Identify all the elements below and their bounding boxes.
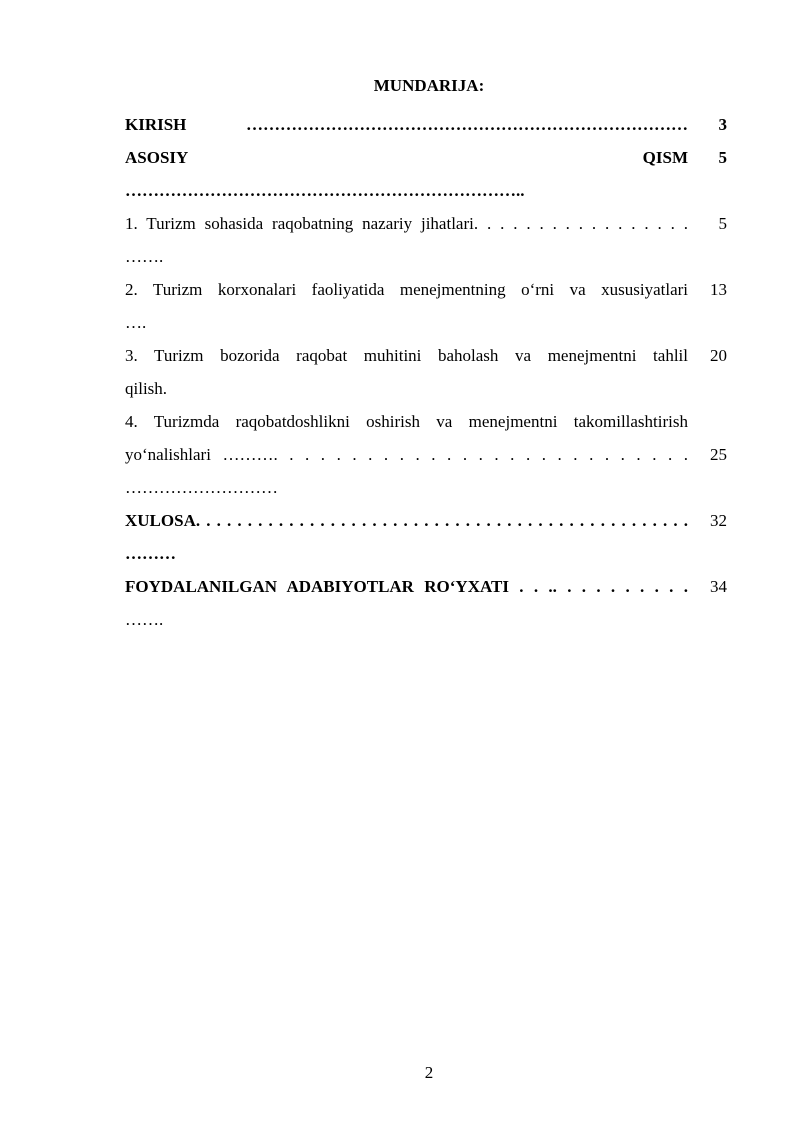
toc-entry-leader: ……… bbox=[125, 544, 176, 563]
toc-entry-text-continued: qilish. bbox=[125, 379, 168, 398]
toc-entry-xulosa[interactable] bbox=[125, 504, 727, 570]
toc-page-number: 34 bbox=[710, 577, 727, 596]
toc-page-number: 32 bbox=[710, 511, 727, 530]
toc-entry-adabiyotlar[interactable] bbox=[125, 570, 727, 636]
toc-entry-text: XULOSA. . . . . . . . . . . . . . . . . . . . . . . . . . . . . . . . . . . . . . . . . . . . . . . . bbox=[125, 511, 688, 530]
page-number: 2 bbox=[424, 1063, 434, 1082]
toc-entry-section-1[interactable] bbox=[125, 207, 727, 273]
table-of-contents bbox=[125, 108, 727, 636]
toc-entry-section-2[interactable] bbox=[125, 273, 727, 339]
toc-entry-text: KIRISH …………………………………………………………………… bbox=[125, 115, 688, 134]
toc-entry-leader: ……………………… bbox=[125, 478, 278, 497]
toc-page-number: 5 bbox=[718, 148, 727, 167]
toc-entry-text-continued: yoʻnalishlari ………. . . . . . . . . . . . . . . . . . . . . . . . . . . bbox=[125, 445, 688, 464]
toc-entry-leader: ……. bbox=[125, 610, 164, 629]
toc-page-number: 3 bbox=[718, 115, 727, 134]
toc-entry-text: FOYDALANILGAN ADABIYOTLAR ROʻYXATI . . .. . . . . . . . . . bbox=[125, 577, 688, 596]
toc-entry-leader: …………………………………………………………….. bbox=[125, 181, 525, 200]
toc-entry-text: 3. Turizm bozorida raqobat muhitini baholash va menejmentni tahlil bbox=[125, 346, 688, 365]
toc-entry-leader: …. bbox=[125, 313, 147, 332]
toc-page-number: 5 bbox=[718, 214, 727, 233]
toc-entry-section-3[interactable] bbox=[125, 339, 727, 405]
toc-page-number: 20 bbox=[710, 346, 727, 365]
toc-entry-section-4[interactable] bbox=[125, 405, 727, 504]
toc-entry-asosiy-qism[interactable] bbox=[125, 141, 727, 207]
toc-page-number: 13 bbox=[710, 280, 727, 299]
toc-entry-text: 2. Turizm korxonalari faoliyatida menejmentning oʻrni va xususiyatlari bbox=[125, 280, 688, 299]
toc-entry-text: ASOSIY QISM bbox=[125, 148, 688, 167]
toc-title: MUNDARIJA: bbox=[373, 76, 485, 95]
toc-entry-text: 1. Turizm sohasida raqobatning nazariy jihatlari. . . . . . . . . . . . . . . . . bbox=[125, 214, 688, 233]
toc-entry-leader: ……. bbox=[125, 247, 164, 266]
toc-entry-kirish[interactable] bbox=[125, 108, 727, 141]
toc-page-number: 25 bbox=[710, 445, 727, 464]
toc-entry-text: 4. Turizmda raqobatdoshlikni oshirish va menejmentni takomillashtirish bbox=[125, 412, 688, 431]
